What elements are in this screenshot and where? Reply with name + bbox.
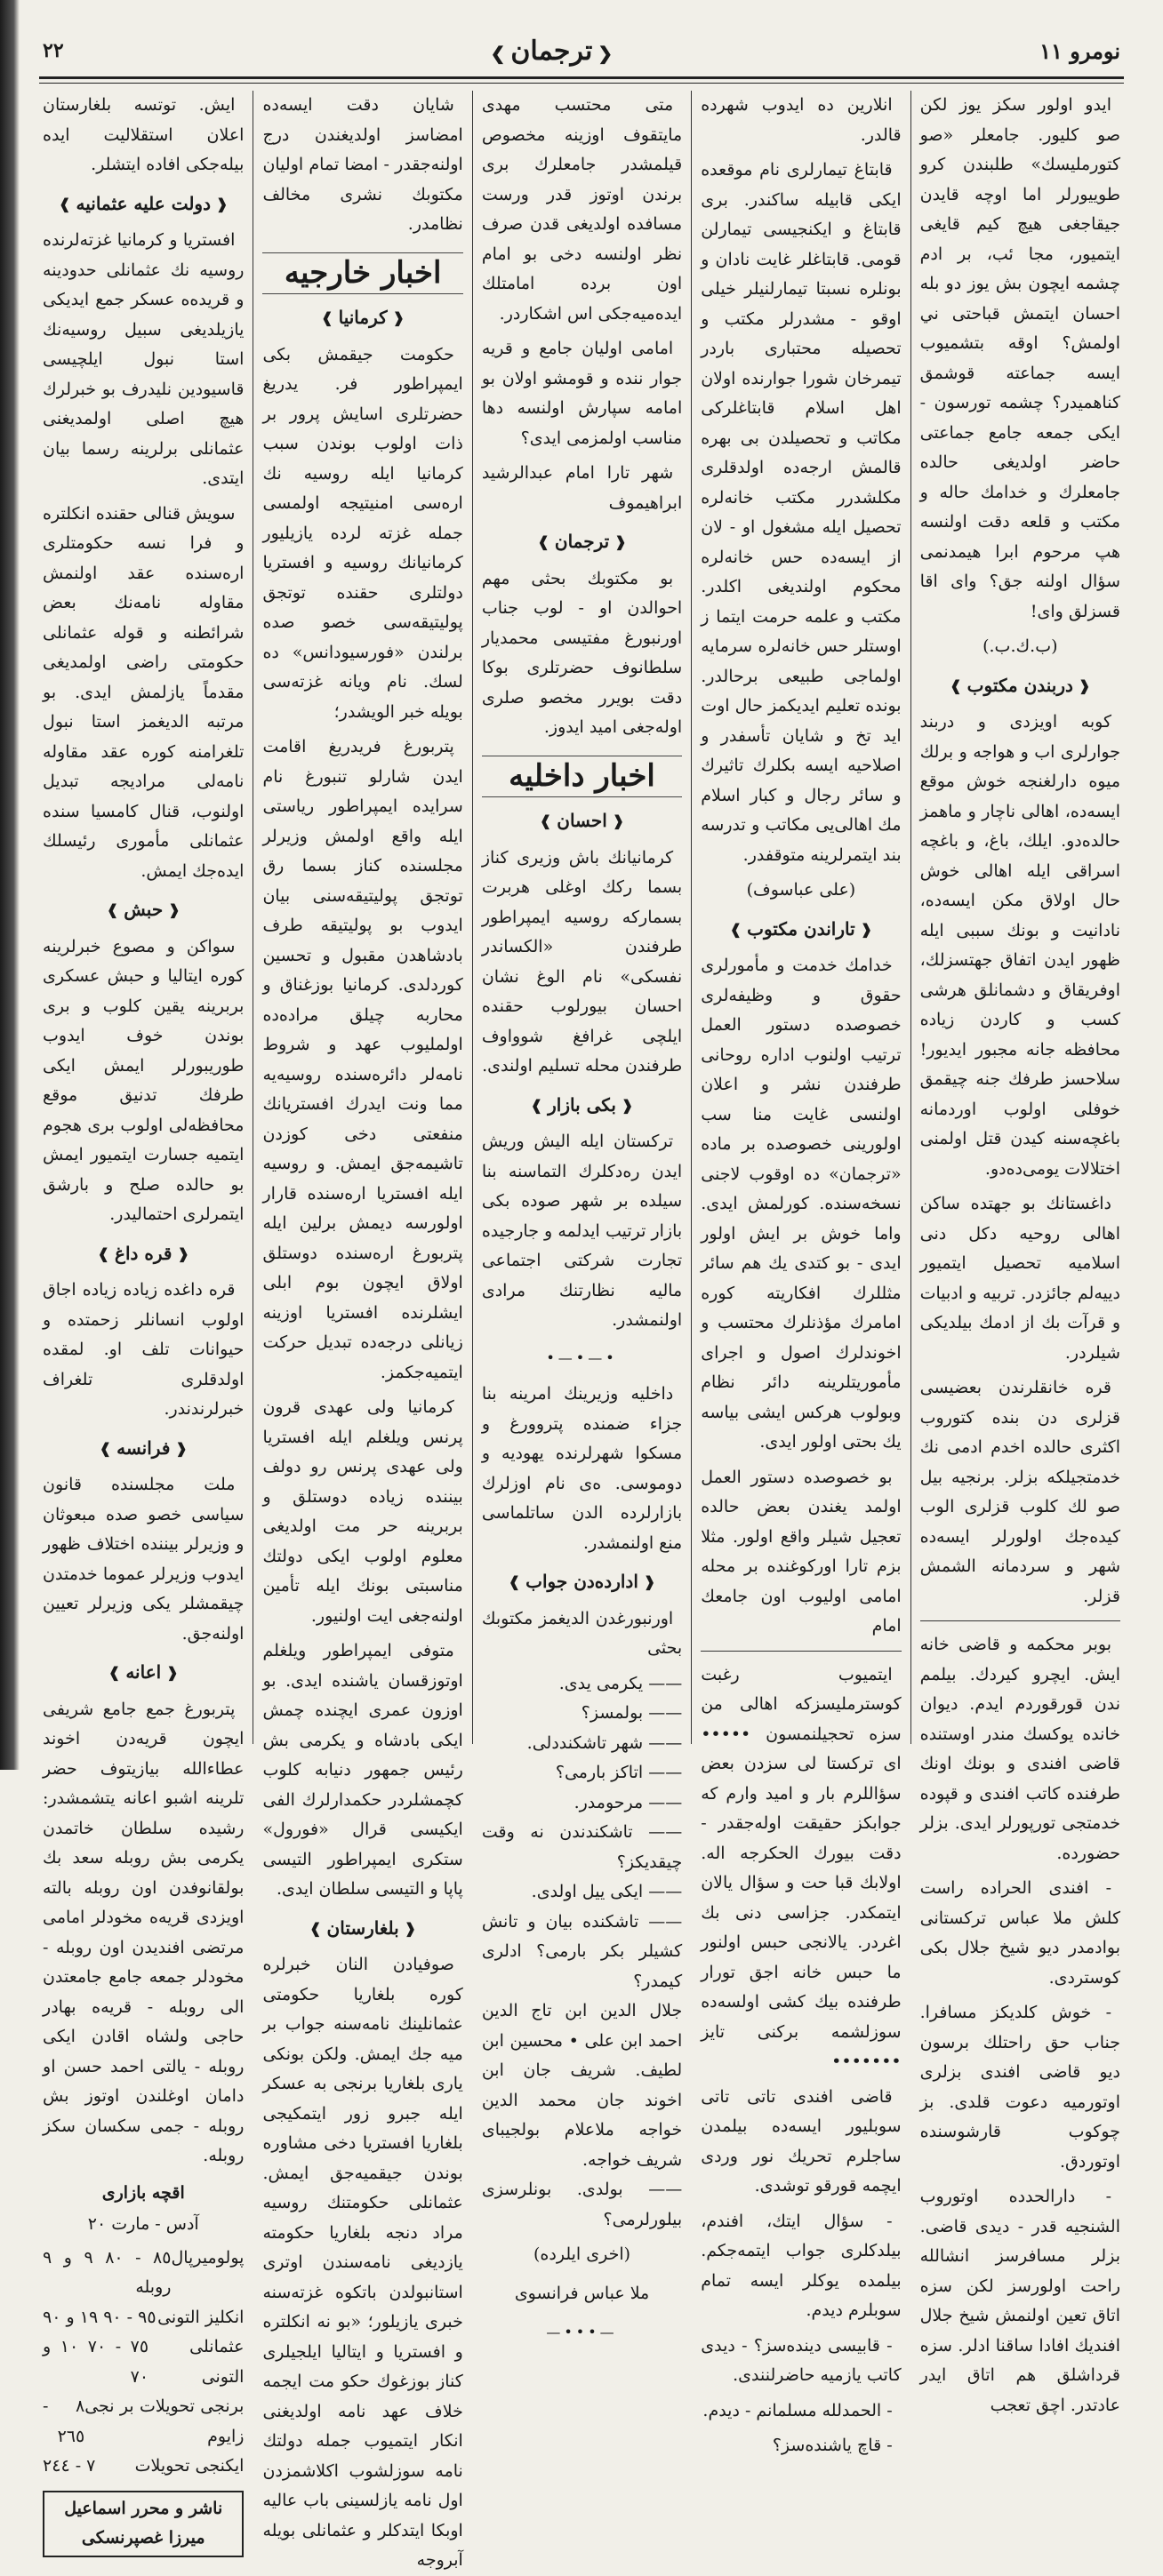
section-heading <box>43 189 244 220</box>
issue-number: نومرو ١١ <box>1039 37 1120 64</box>
ornament-icon: ❱ <box>321 309 333 326</box>
ornament-icon: ❱ <box>530 1096 543 1114</box>
paragraph: متوفى ايمپراطور ويلغلم اوتوزقسان ياشنده ايدى. بو اوزون عمرى ايچنده چمش ايكى بادشاه و يكرمى بش رئيس جمهور دنيابه كلوب كچمشلردر حكمدارلرك الفى ايكيسى قرال «فورول» ستكرى ايمپراطور التيسى پاپا و التيسى سلطان ايدى. <box>262 1641 463 1899</box>
section-heading <box>920 671 1120 701</box>
publisher-line: ناشر و محرر اسماعيل ميرزا غصپرنسكى <box>43 2491 244 2557</box>
ornament-icon: ❰ <box>621 1096 634 1114</box>
dialogue-line: —— تاشكنده بيان و تانش كشيلر بكر بارمى؟ ادلرى كيمدر؟ <box>481 1911 683 1991</box>
dialogue-line: —— شهر تاشكنددلى. <box>526 1732 683 1753</box>
paragraph: - دارالحدده اوتوروب الشنجيه قدر - ديدى قاضى. بزلر مسافرسز انشالله راحت اولورسز لكن سزه اتاق تعين اولنمش شيخ جلال افنديك افادا ساقنا ادلر. سزه قرداشلق هم اتاق ايدر عادتدر. اچق تعجب <box>919 2187 1120 2415</box>
section-heading <box>43 1658 244 1688</box>
paragraph: شايان دقت ايسه‌ده امضاسز اولديغندن درج اولنه‌جقدر - امضا تمام اوليان مكتوبك نشرى مخالف نظامدر. <box>262 95 463 234</box>
section-heading <box>262 303 462 333</box>
ornament-icon: ❰ <box>614 533 627 550</box>
paragraph: خدامك خدمت و مأمورلرى حقوق و وظيفه‌لرى خصوصده دستور العمل ترتيب اولنوب اداره روحانى طرفندن نشر و اعلان اولنسى غايت منا سب اولورينى خصوصده بر ماده «ترجمان» ده اوقوب لاجنى نسخه‌سنده. كورلمش ايدى. واما خوش بر ايش اولور ايدى - بو كتدى يك هم سائر مثللرك افكاريته كوره امامرك مؤذنلرك محتسب و اخوندلرك اصول و اجراى مأموريتلرينه دائر نظام وبولوب هركس ايشى بياسه يك بحتى اولور ايدى. <box>701 956 902 1452</box>
paragraph: حكومت جيقمش بكى ايمپراطور فر. يدريغ حضرتلرى اسايش پرور بر ذات اولوب بوندن سبب كرمانيا ايله روسيه نك اره‌سى امنيتيجه اولمسى جمله غزته‌ لرده يازيليور كرمانيانك روسيه و افستريا دولتلرى حقنده توتجق پوليتيقه‌سى خصو صده برلندن «فورسيودانس» ده لسك. نام ويانه غزته‌سى بويله خبر الويشدر؛ <box>262 344 463 722</box>
dialogue-line: —— يكرمى يدى. <box>558 1673 683 1693</box>
heading-text: ترجمان <box>554 531 610 552</box>
heading-text: دربندن مكتوب <box>966 674 1073 696</box>
column-3 <box>472 91 691 2340</box>
paragraph: - الحمدلله مسلمانم - ديدم. <box>702 2400 893 2420</box>
signature: (ب.ك.ب.) <box>983 636 1058 656</box>
paragraph: پتربورغ فريدريغ اقامت ايدن شارلو تنبورغ نام سرايده ايمپراطور رياستى ايله واقع اولمش وزيرلر مجلسنده كناز بسما رق توتجق پوليتيقه‌سنى بيان ايدوب بو پوليتيقه طرف بادشاهدن مقبول و تحسين كوردلدى. كرمانيا بوزغناق و محاربه چيلق مراده‌ده اولمليوب عهد و شروط نامه‌لر دائره‌سنده روسيه‌يه مما ونت ايدرك افستريانك منفعتى دخى كوزدن تاشيمه‌جق ايمش. و روسيه ايله افستريا اره‌سنده قارار اولورسه ديمش برلين ايله پتربورغ اره‌سنده دوستلق اولاق ايچون بوم ابلى ايشلرنده افستريا اوزينه زيانلى درجه‌ده تبديل حركت ايتميه‌جكمز. <box>262 737 463 1382</box>
dialogue-line: —— مرحومدر. <box>573 1792 683 1812</box>
paragraph: داغستانك بو جهتده ساكن اهالى روحيه دكل دنى اسلاميه تحصيل ايتميور دييه‌لم جائزدر. تربيه و ادبيات و قرآت بك از ادمك بيلديكى شيلردر. <box>919 1194 1120 1363</box>
ornament-icon: ❰ <box>643 1573 656 1590</box>
market-value: ٨ - ٢٦٥ <box>43 2396 85 2446</box>
masthead-rule <box>39 76 1124 84</box>
ornament-icon: ❱ <box>539 812 552 829</box>
market-label: پولوميرپال <box>171 2247 245 2268</box>
column-4 <box>253 91 471 2570</box>
ornament-icon: ❱ <box>97 1244 110 1262</box>
ornament-icon: ❱ <box>508 1573 521 1590</box>
heading-text: فرانسه <box>116 1436 171 1459</box>
market-label: عثمانلى التونى <box>189 2337 245 2387</box>
market-row <box>43 2303 244 2333</box>
ornament-icon: ❱ <box>99 1439 112 1457</box>
column-1 <box>910 91 1129 2415</box>
paragraph: بو خصوصده دستور العمل اولمد يغندن بعض حالده تعجيل شيلر واقع اولور. مثلا بزم تارا اوركوغنده بر محله امامى اوليوب اون جامعك امام <box>701 1467 902 1636</box>
section-heading <box>701 915 901 945</box>
paragraph: ايتميوب رغبت كوسترمليسزكه اهالى من سزه تحجيلنمسون ••••• اى تركستا لى سزدن بعض سؤاللرم بار و اميد وارم كه جوابكز حقيقت اوله‌جقدر - دقت بيورك الحكرجه اله. اولابك قبا حت و سؤال يالان ايتمكدر. جزاسى دنى بك اغردر. يالانجى حبس اولنور ما حبس خانه اجق تورار طرفنده بيك كشى اولسه‌ده سوزلشمه بركنى تايز ••••••• <box>701 1664 902 2071</box>
section-heading <box>482 806 682 836</box>
heading-text: كرمانيا <box>338 307 388 328</box>
ornament-icon: ❱ <box>59 195 71 212</box>
market-date: آدس - مارت ٢٠ <box>87 2214 199 2234</box>
section-title: اخبار داخليه <box>482 756 682 798</box>
ornament-icon: ❰ <box>860 920 873 938</box>
paragraph: كرمانيا ولى عهدى قرون پرنس ويلغلم ايله افستريا ولى عهدى پرنس رو دولف بيننده زياده دوستلق و بربرينه حر مت اولديغى معلوم اولوب ايكى دولتك مناسبتى بونك ايله تأمين اولنه‌جغى ايت اولنيور. <box>262 1397 463 1626</box>
paragraph: - سؤال ايتك، افندم، بيلدكلرى جواب ايتمه‌جكم. بيلمده يوكلر ايسه تمام سوبلرم ديدم. <box>701 2211 902 2320</box>
dialogue-line: جلال الدين ابن تاج الدين احمد ابن على • محسين ابن لطيف. شريف جان ابن اخوند جان محمد الدين خواجه ملاعلام بولجيباى شريف خواجه. <box>481 2001 683 2170</box>
paragraph: داخليه وزيرينك امرينه بنا جزاء ضمنده پتروورغ و مسكوا شهرلرنده يهوديه و دوموسى. ه‌ى نام اوزلرك بازارلرده الدن ساتلماسى منع اولنمشدر. <box>481 1384 683 1553</box>
divider <box>920 1620 1120 1621</box>
paragraph: ملت مجلسنده قانون سياسى خصو صده مبعوثان و وزيرلر بيننده اختلاف ظهور ايدوب وزيرلر عموما خدمتدن چيقمشلر يكى وزيرلر تعيين اولنه‌جق. <box>43 1475 245 1644</box>
heading-text: احسان <box>557 810 607 831</box>
paragraph: - قابيسى دينده‌سز؟ - ديدى كاتب يازميه حاضرلنندى. <box>701 2335 902 2385</box>
paragraph: سويش قنالى حقنده انكلتره و فرا نسه حكومتلرى اره‌سنده عقد اولنمش مقاوله نامه‌نك بعض شرائطنه و قوله عثمانلى حكومتى راضى اولمديغى مقدماً يازلمش ايدى. بو مرتبه الديغمز استا نبول تلغرامنه كوره عقد مقاوله نامه‌لى مراديجه تبديل اولنوب، قنال كامسيا سنده عثمانلى مأمورى رئيسلك ايده‌جك ايمش. <box>43 503 245 881</box>
market-label: انكليز التونى <box>157 2307 245 2327</box>
paragraph: - قاچ ياشنده‌سز؟ <box>772 2436 893 2455</box>
section-heading <box>43 895 244 925</box>
column-5 <box>34 91 253 2548</box>
heading-text: بلغارستان <box>326 1916 399 1939</box>
market-row <box>43 2452 244 2482</box>
ornament-icon: ❱ <box>106 901 119 918</box>
ornament-icon: ❱ <box>950 676 962 694</box>
section-heading <box>262 1914 462 1944</box>
paragraph: قره خانقلرندن بعضيسى قزلرى دن بنده كتوروب اكثرى حالده اخدم ادمى نك خدمتجيلكه بزلر. برنجيه بيل صو لك كلوب قزلرى الوب كيده‌جك اولورلر ايسه‌ده شهر و سردمانه الشمش قزلر. <box>919 1378 1120 1606</box>
paragraph: - افندى الحراده راست كلش ملا عباس تركستانى بوادمدر ديو شيخ جلال بكى كوستردى. <box>919 1878 1120 1988</box>
dialogue-list <box>482 1669 682 2236</box>
paragraph: ايش. توتسه بلغارستان اعلان استقلاليت ايده بيله‌جكى افاده ايتشلر. <box>43 95 245 174</box>
heading-text: بكى بازار <box>548 1093 616 1116</box>
ornament-icon: ❰ <box>168 901 180 918</box>
ornament-icon: ❰ <box>404 1919 417 1937</box>
market-row <box>43 2244 244 2303</box>
section-heading <box>482 1567 682 1597</box>
dialogue-line: —— اتاكز بارمى؟ <box>555 1763 683 1782</box>
ornament-icon: ❰ <box>177 1244 189 1262</box>
dialogue-line: —— بولدى. بونلرسزى بيلورلرمى؟ <box>481 2180 683 2229</box>
ornament-icon: ❰ <box>175 1439 188 1457</box>
paragraph: شهر تارا امام عبدالرشيد ابراهيموف <box>481 463 683 513</box>
ornament-icon: ❱ <box>309 1919 322 1937</box>
paragraph: قره داغده زياده زياده اجاق اولوب انسانلر زحمتده و حيوانات تلف او. لمقده اولدقلرى تلغراف خبرلرندندر. <box>43 1280 245 1419</box>
paragraph: كوبه اويزدى و دربند جوارلرى اب و هواجه و برلك ميوه دارلغنجه خوش موقع ايسه‌ده، اهالى ناچار و ماهمز حالده‌دو. ايلك، باغ، و باغچه اسراقى ايله اهالى خوش حال اولاق مكن ايسه‌ده، نادانيت و بونك سببى ايله ظهور ايدن اتفاق جهتسزلك، اوفريقاق و دشمانلق هرشى كسب و كاردن زياده محافظه جانه مجبور ايديور! سلاحسز طرفك جنه چيقمق خوفلى اولوب اوردمانه باغچه‌سنه كيدن قتل اولمنى اختلالات يومى‌ده‌دو. <box>919 712 1120 1179</box>
heading-text: حبش <box>124 899 164 920</box>
market-title: اقچه بازارى <box>101 2182 185 2203</box>
dialogue-line: —— تاشكندندن نه وقت چيقديكز؟ <box>481 1822 683 1872</box>
paragraph: - خوش كلديكز مسافرا. جناب حق راحتلك برسون ديو قاضى افندى بزلرى اوتورميه دعوت قلدى. بز چوكوب قارشوسنده اوتوردق. <box>919 2003 1120 2172</box>
paragraph: قاضى افندى تاتى تاتى سوبليور ايسه‌ده بيلمدن ساجلرم تحريك نور وردى ايچمه قورقو توشدى. <box>701 2086 902 2196</box>
masthead <box>34 25 1129 76</box>
section-heading <box>43 1239 244 1269</box>
dialogue-line: —— بولمسز؟ <box>581 1703 683 1723</box>
heading-text: تاراندن مكتوب <box>747 917 855 940</box>
section-heading <box>482 527 682 557</box>
market-label: برنجى تحويلات بر نجى زايوم <box>84 2396 245 2446</box>
ornament-icon: ❰ <box>166 1664 179 1681</box>
heading-text: ادارده‌دن جواب <box>525 1571 638 1592</box>
paragraph: انلارين ده ايدوب شهرده قالدر. <box>701 95 902 145</box>
ornament-icon: ❰ <box>392 309 405 326</box>
paragraph: افستريا و كرمانيا غزته‌لرنده روسيه نك عثمانلى حدودينه و قريده‌ه عسكر جمع ايديكى يازيلديغى سبيل روسيه‌نك استا نبول ايلچيسى قاسيودين نليدرف بو خبرلرك هيچ اصلى اولمديغنى عثمانلى برلرينه رسما بيان ايتدى. <box>43 230 245 488</box>
divider <box>701 1651 901 1652</box>
paragraph: سواكن و مصوع خبرلرينه كوره ايتاليا و حبش عسكرى بربرينه يقين كلوب و برى بوندن خوف ايدوب طوريبورلر ايمش ايكى طرفك تدنيق موقع محافظه‌لى اولوب برى هجوم ايتميه جسارت ايتميور ايمش بو حالده صلح و بارشق ايتمرلرى احتماليدر. <box>43 936 245 1224</box>
paragraph: ايدو اولور سكز يوز لكن صو كليور. جامعلر «صو كتورمليسك» طلبندن كرو طوييورلر اما اوچه قايدن جيقاجغى هيچ كيم قايغى ايتميور، مجا ئب، بر ادم چشمه ايچون بش يوز دو بله احسان ايتمش قباحتى ني اولمش؟ اوقه بتشميوب ايسه جماعته قوشمق كناهميدر؟ چشمه تورسون - ايكى جمعه جامع جماعتى حاضر اولديغى حالده جامعلرك و خدامك حاله و مكتب و قلعه دقت اولنسه هپ مرحوم ابرا هيمدنمى سؤال اولنه جق؟ واى اقا قسزلق واى! <box>919 95 1120 621</box>
market-value: ٩٥ - ٩٠ ١٩ و ٩٠ <box>43 2307 156 2327</box>
paragraph: صوفيادن النان خبرلره كوره بلغاريا حكومتى عثمانلينك نامه‌سنه جواب بر ميه جك ايمش. ولكن بونكى يارى بلغاريا برنجى به عسكر ايله جبرو زور ايتمكيجى بلغاريا افستريا دخى مشاوره بوندن جيقميه‌جق ايمش. عثمانلى حكومتنك روسيه مراد دنجه بلغاريا حكومته يازديغى نامه‌سندن اوترى استانبولدن باتكوه غزته‌سنه خبرى يازيلور؛ «بو نه انكلتره و افستريا و ايتاليا ايلجيلرى كناز بوزغوك حكو مت ايجمه خلاف عهد نامه اولديغنى انكار ايتميوب جمله دولتك نامه سوزلشوب اكلاشمزدن اول نامه يازلسينى باب عاليه اوبكا ايتدكلر و عثمانلى بويله آبروجه <box>262 1955 463 2570</box>
market-label: ايكنجى تحويلات <box>134 2456 245 2476</box>
page-number: ٢٢ <box>43 39 64 62</box>
separator: —•••— <box>546 2324 618 2340</box>
signature: ملا عباس فرانسوى <box>514 2283 650 2303</box>
ornament-icon: ❱ <box>108 1664 121 1681</box>
column-2 <box>691 91 910 2455</box>
ornament-icon: ❱ <box>729 920 742 938</box>
ornament-icon: ❰ <box>612 812 625 829</box>
ornament-icon: ❱ <box>537 533 549 550</box>
paragraph: كرمانيانك باش وزيرى كناز بسما ركك اوغلى هربرت بسماركه روسيه ايمپراطور طرفندن «الكساندر نفسكى» نام الوغ نشان احسان بيورلوب حقنده ايلچى غرافغ شوواوف طرفندن محله تسليم اولندى. <box>481 847 683 1076</box>
signature: (على عباسوف) <box>746 880 856 900</box>
dialogue-line: —— ايكى ييل اولدى. <box>531 1882 683 1901</box>
market-list <box>43 2244 244 2482</box>
section-heading <box>43 1434 244 1464</box>
ornament-icon: ❰ <box>1078 676 1091 694</box>
heading-text: قره داغ <box>115 1242 172 1264</box>
paragraph: قابتاغ تيمارلرى نام موقعده ايكى قابيله ساكندر. برى قابتاغ و ايكنجيسى تيمارلن قومى. قابتاغلر غايت نادان و بونلره نسبتا تيمارلنيلر خيلى اوقو - مشدرلر مكتب و تحصيله محتبارى باردر تيمرخان شورا جوارنده اولان اهل اسلام قابتاغلركى مكاتب و تحصيلدن بى بهره قالمش ارجه‌ده اولدقلرى مكلشدرر مكتب خانه‌لره تحصيل ايله مشغول او - لان از ايسه‌ده حس خانه‌لره محكوم اولنديغى اكلدر. مكتب و علمه حرمت ايتما ز اوستلر حس خانه‌لره سرمايه اولماجى طبيعى برحالدر. بونده تعليم ايديكمز حال اوت ايد تخ و شايان تأسفدر و اصلاحيه ايسه بكلرك تاثيرك و سائر رجال و كبار اسلام مك اهالى‌يى مكاتب و تدرسه بند ايتمرلرينه متوقفدر. <box>701 160 902 865</box>
continued-note: (اخرى ايلرده) <box>533 2244 631 2264</box>
market-value: ٧ - ٢٤٤ <box>43 2456 96 2476</box>
market-row <box>43 2332 244 2392</box>
ornament-icon: ❰ <box>215 195 229 212</box>
market-row <box>43 2392 244 2452</box>
heading-text: دولت عليه عثمانيه <box>76 192 211 214</box>
paragraph: تركستان ايله اليش وريش ايدن ره‌دكلرك التماسنه بنا سيلده بر شهر صوده بكى بازار ترتيب ايدلمه و جارجيده تجارت شركتى اجتماعى ماليه نظارتنك مرادى اولنمشدر. <box>481 1132 683 1330</box>
section-title: اخبار خارجيه <box>262 252 462 295</box>
newspaper-title: ❮ ترجمان ❯ <box>485 36 619 67</box>
paragraph: اورنبورغدن الديغمز مكتوبك بحثى <box>481 1608 683 1658</box>
paragraph: بو مكتوبك بحثى مهم احوالدن او - لوب جناب اورنبورغ مفتيسى محمديار سلطانوف حضرتلرى بوكا دقت بويرر مخصو صلرى اوله‌جغى اميد ايدوز. <box>481 568 683 737</box>
separator: •—•—• <box>546 1348 618 1366</box>
paragraph: پتربورغ جمع جامع شريفى ايچون قريه‌دن اخوند عطاءالله بيازيتوف حضر تلرينه اشبو اعانه يتشمشدر: رشيده سلطان خاتمدن يكرمى بش روبله سعد بك بولقانوفدن اون روبله بالته اويزدى قريه‌ه مخودلر امامى مرتضى افنديدن اون روبله - مخودلر جمعه جامع جامعتدن الى روبله - قريه‌ه بهادر حاجى ولشاه اقادن ايكى روبله - يالتى احمد حسن او دامان اوغلندن اوتوز بش روبله - جمى سكسان سكز روبله. <box>43 1699 245 2165</box>
paragraph: امامى اوليان جامع و قريه جوار ننده و قومشو اولان بو امامه سپارش اولنسه دها مناسب اولمزمى ايدى؟ <box>481 339 683 448</box>
heading-text: اعانه <box>125 1661 162 1683</box>
market-value: ٨٥ - ٨٠ ٩ و ٩ روبله <box>43 2247 172 2297</box>
columns <box>34 91 1129 2570</box>
section-heading <box>482 1091 682 1121</box>
market-value: ٧٥ - ٧٠ ١٠ و ٧٠ <box>43 2337 149 2387</box>
paragraph: بوبر محكمه و قاضى خانه ايش. ايچرو كيردك. بيلمم ندن قورقوردم ايدم. ديوان خانده يوكسك مندر اوستنده قاضى افندى و بونك اونك طرفنده كاتب افندى و قپوده خدمتجى تورپورلر ايدى. بزلر حضورده. <box>919 1635 1120 1863</box>
paragraph: متى محتسب مهدى مايتقوف اوزينه مخصوص قيلمشدر جامعلرك برى برندن اوتوز قدر ورست مسافده اولديغى قدن صرف نظر اولنسه دخى بو امام اون برده امامتلك ايده‌ميه‌جكى اس اشكاردر. <box>481 95 683 324</box>
